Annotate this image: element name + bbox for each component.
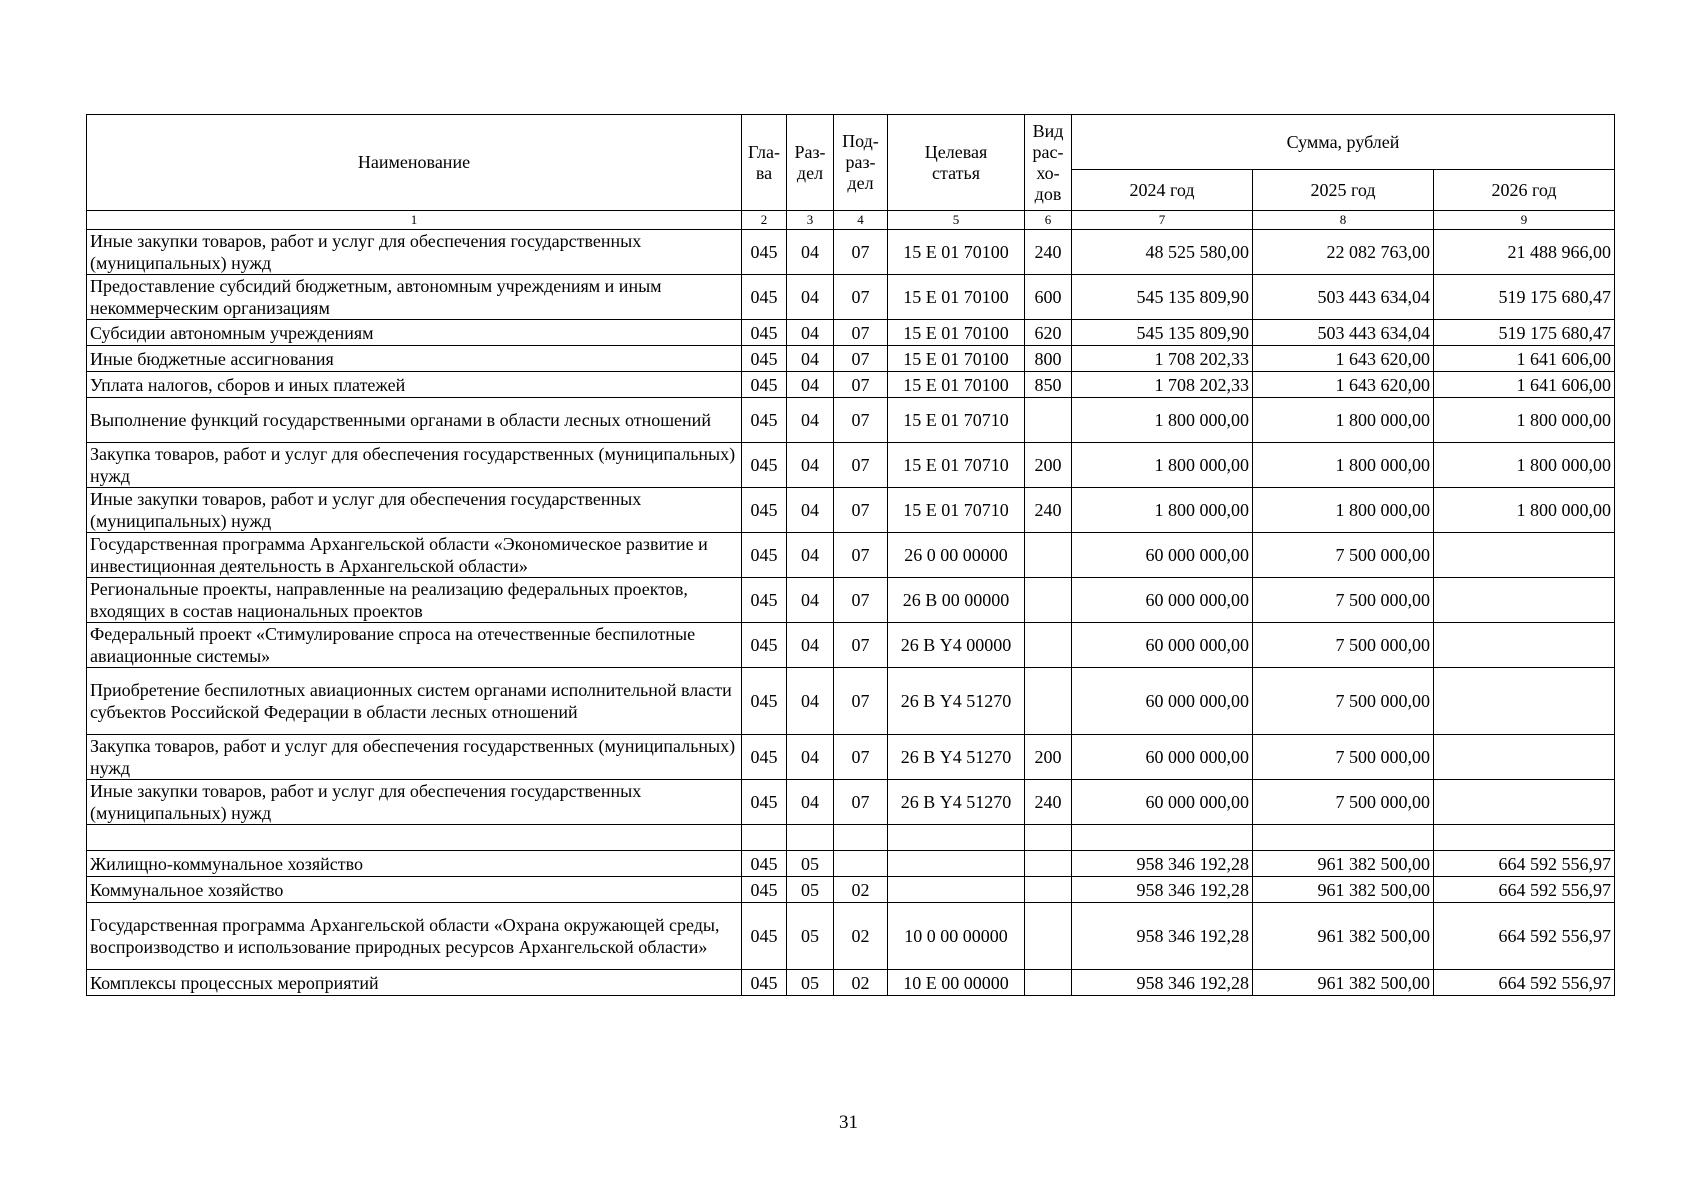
header-vid: Вид рас- хо- дов <box>1025 115 1072 211</box>
row-amount-2024: 958 346 192,28 <box>1072 851 1253 877</box>
row-name: Предоставление субсидий бюджетным, автономным учреждениям и иным некоммерческим организациям <box>87 275 742 320</box>
row-vid <box>1025 533 1072 578</box>
row-target: 10 Е 00 00000 <box>888 970 1025 996</box>
row-target: 15 Е 01 70100 <box>888 372 1025 398</box>
row-amount-2026: 1 641 606,00 <box>1434 346 1615 372</box>
row-vid: 600 <box>1025 275 1072 320</box>
header-podrazdel: Под- раз- дел <box>834 115 888 211</box>
header-name: Наименование <box>87 115 742 211</box>
table-row <box>87 780 1615 825</box>
row-razdel: 05 <box>787 903 834 970</box>
row-target: 15 Е 01 70710 <box>888 398 1025 443</box>
row-vid <box>1025 398 1072 443</box>
row-target: 26 В Y4 51270 <box>888 780 1025 825</box>
row-amount-2026: 664 592 556,97 <box>1434 851 1615 877</box>
row-podrazdel: 07 <box>834 443 888 488</box>
row-amount-2024: 1 800 000,00 <box>1072 488 1253 533</box>
row-name: Выполнение функций государственными органами в области лесных отношений <box>87 398 742 443</box>
row-podrazdel: 07 <box>834 320 888 346</box>
row-name: Жилищно-коммунальное хозяйство <box>87 851 742 877</box>
row-podrazdel: 07 <box>834 275 888 320</box>
header-glava: Гла- ва <box>742 115 787 211</box>
row-amount-2024: 60 000 000,00 <box>1072 780 1253 825</box>
row-target: 15 Е 01 70100 <box>888 275 1025 320</box>
row-amount-2025: 22 082 763,00 <box>1253 230 1434 275</box>
row-amount-2025: 1 643 620,00 <box>1253 346 1434 372</box>
row-amount-2024 <box>1072 825 1253 851</box>
table-body <box>87 230 1615 996</box>
row-vid <box>1025 578 1072 623</box>
row-glava: 045 <box>742 668 787 735</box>
row-razdel: 04 <box>787 320 834 346</box>
row-name: Государственная программа Архангельской области «Охрана окружающей среды, воспроизводство и использование природных ресурсов Архангельской области» <box>87 903 742 970</box>
header-target: Целевая статья <box>888 115 1025 211</box>
table-row <box>87 533 1615 578</box>
row-amount-2024: 60 000 000,00 <box>1072 533 1253 578</box>
row-amount-2026: 1 800 000,00 <box>1434 398 1615 443</box>
row-amount-2026: 21 488 966,00 <box>1434 230 1615 275</box>
column-index: 4 <box>834 211 888 230</box>
column-index: 7 <box>1072 211 1253 230</box>
page-number: 31 <box>839 1112 858 1133</box>
row-target: 15 Е 01 70100 <box>888 346 1025 372</box>
row-razdel <box>787 825 834 851</box>
row-razdel: 04 <box>787 578 834 623</box>
row-glava: 045 <box>742 346 787 372</box>
row-amount-2024: 545 135 809,90 <box>1072 320 1253 346</box>
row-target <box>888 825 1025 851</box>
row-razdel: 04 <box>787 668 834 735</box>
row-vid: 240 <box>1025 780 1072 825</box>
row-name: Коммунальное хозяйство <box>87 877 742 903</box>
row-glava: 045 <box>742 398 787 443</box>
row-glava: 045 <box>742 275 787 320</box>
row-name: Комплексы процессных мероприятий <box>87 970 742 996</box>
row-name: Приобретение беспилотных авиационных систем органами исполнительной власти субъектов Российской Федерации в области лесных отношений <box>87 668 742 735</box>
row-podrazdel: 07 <box>834 780 888 825</box>
table-row <box>87 372 1615 398</box>
row-vid <box>1025 623 1072 668</box>
row-vid: 240 <box>1025 488 1072 533</box>
header-2024: 2024 год <box>1072 170 1253 211</box>
header-2026: 2026 год <box>1434 170 1615 211</box>
table-row <box>87 578 1615 623</box>
row-amount-2025: 1 800 000,00 <box>1253 488 1434 533</box>
budget-table <box>86 114 1615 996</box>
row-target: 15 Е 01 70100 <box>888 230 1025 275</box>
row-amount-2025: 503 443 634,04 <box>1253 275 1434 320</box>
row-razdel: 04 <box>787 398 834 443</box>
row-amount-2026 <box>1434 825 1615 851</box>
row-amount-2025: 503 443 634,04 <box>1253 320 1434 346</box>
row-amount-2024: 958 346 192,28 <box>1072 877 1253 903</box>
row-amount-2025: 7 500 000,00 <box>1253 623 1434 668</box>
row-podrazdel: 07 <box>834 623 888 668</box>
row-amount-2026: 519 175 680,47 <box>1434 275 1615 320</box>
row-amount-2025: 7 500 000,00 <box>1253 735 1434 780</box>
row-amount-2026 <box>1434 735 1615 780</box>
row-vid: 200 <box>1025 735 1072 780</box>
row-podrazdel: 07 <box>834 230 888 275</box>
table-row <box>87 825 1615 851</box>
column-index: 9 <box>1434 211 1615 230</box>
column-index-row <box>87 211 1615 230</box>
row-glava: 045 <box>742 230 787 275</box>
row-target: 15 Е 01 70710 <box>888 443 1025 488</box>
column-index: 5 <box>888 211 1025 230</box>
row-razdel: 05 <box>787 970 834 996</box>
row-target: 26 В Y4 00000 <box>888 623 1025 668</box>
table-row <box>87 398 1615 443</box>
table-row <box>87 970 1615 996</box>
table-row <box>87 275 1615 320</box>
row-name: Иные бюджетные ассигнования <box>87 346 742 372</box>
row-vid: 620 <box>1025 320 1072 346</box>
row-amount-2026: 664 592 556,97 <box>1434 877 1615 903</box>
row-razdel: 04 <box>787 275 834 320</box>
row-amount-2026 <box>1434 780 1615 825</box>
table-row <box>87 346 1615 372</box>
row-name: Закупка товаров, работ и услуг для обеспечения государственных (муниципальных) нужд <box>87 735 742 780</box>
row-amount-2024: 1 708 202,33 <box>1072 346 1253 372</box>
row-target <box>888 851 1025 877</box>
row-amount-2024: 60 000 000,00 <box>1072 735 1253 780</box>
row-glava: 045 <box>742 851 787 877</box>
row-amount-2026: 519 175 680,47 <box>1434 320 1615 346</box>
row-amount-2026: 1 800 000,00 <box>1434 488 1615 533</box>
row-vid: 800 <box>1025 346 1072 372</box>
row-podrazdel: 07 <box>834 735 888 780</box>
table-row <box>87 623 1615 668</box>
row-name: Государственная программа Архангельской области «Экономическое развитие и инвестиционная деятельность в Архангельской области» <box>87 533 742 578</box>
row-name: Иные закупки товаров, работ и услуг для обеспечения государственных (муниципальных) нужд <box>87 488 742 533</box>
row-podrazdel <box>834 825 888 851</box>
column-index: 8 <box>1253 211 1434 230</box>
row-name <box>87 825 742 851</box>
row-name: Иные закупки товаров, работ и услуг для обеспечения государственных (муниципальных) нужд <box>87 230 742 275</box>
row-podrazdel: 07 <box>834 372 888 398</box>
row-razdel: 04 <box>787 346 834 372</box>
row-amount-2026 <box>1434 623 1615 668</box>
row-podrazdel: 02 <box>834 903 888 970</box>
row-glava <box>742 825 787 851</box>
row-name: Уплата налогов, сборов и иных платежей <box>87 372 742 398</box>
row-amount-2025: 961 382 500,00 <box>1253 970 1434 996</box>
row-razdel: 05 <box>787 877 834 903</box>
row-target: 26 В Y4 51270 <box>888 735 1025 780</box>
row-podrazdel: 07 <box>834 398 888 443</box>
table-row <box>87 851 1615 877</box>
row-amount-2025: 961 382 500,00 <box>1253 877 1434 903</box>
row-amount-2025: 1 643 620,00 <box>1253 372 1434 398</box>
row-podrazdel <box>834 851 888 877</box>
table-row <box>87 230 1615 275</box>
row-amount-2025: 7 500 000,00 <box>1253 533 1434 578</box>
row-podrazdel: 02 <box>834 970 888 996</box>
row-razdel: 04 <box>787 230 834 275</box>
row-vid <box>1025 825 1072 851</box>
header-2025: 2025 год <box>1253 170 1434 211</box>
row-target: 15 Е 01 70100 <box>888 320 1025 346</box>
row-podrazdel: 02 <box>834 877 888 903</box>
row-target <box>888 877 1025 903</box>
row-glava: 045 <box>742 735 787 780</box>
row-vid <box>1025 903 1072 970</box>
column-index: 2 <box>742 211 787 230</box>
row-amount-2024: 545 135 809,90 <box>1072 275 1253 320</box>
row-target: 26 В Y4 51270 <box>888 668 1025 735</box>
table-row <box>87 320 1615 346</box>
row-amount-2025: 7 500 000,00 <box>1253 780 1434 825</box>
row-amount-2024: 958 346 192,28 <box>1072 970 1253 996</box>
row-amount-2025: 7 500 000,00 <box>1253 668 1434 735</box>
row-target: 15 Е 01 70710 <box>888 488 1025 533</box>
row-amount-2026: 1 800 000,00 <box>1434 443 1615 488</box>
row-podrazdel: 07 <box>834 668 888 735</box>
row-amount-2024: 60 000 000,00 <box>1072 578 1253 623</box>
row-glava: 045 <box>742 488 787 533</box>
row-name: Закупка товаров, работ и услуг для обеспечения государственных (муниципальных) нужд <box>87 443 742 488</box>
row-amount-2024: 1 800 000,00 <box>1072 398 1253 443</box>
row-target: 10 0 00 00000 <box>888 903 1025 970</box>
row-amount-2026 <box>1434 668 1615 735</box>
table-row <box>87 668 1615 735</box>
row-amount-2025 <box>1253 825 1434 851</box>
row-razdel: 04 <box>787 533 834 578</box>
header-sum: Сумма, рублей <box>1072 115 1615 170</box>
row-name: Федеральный проект «Стимулирование спроса на отечественные беспилотные авиационные системы» <box>87 623 742 668</box>
row-target: 26 0 00 00000 <box>888 533 1025 578</box>
table-row <box>87 903 1615 970</box>
row-amount-2024: 1 800 000,00 <box>1072 443 1253 488</box>
row-amount-2024: 60 000 000,00 <box>1072 623 1253 668</box>
row-razdel: 05 <box>787 851 834 877</box>
row-podrazdel: 07 <box>834 533 888 578</box>
column-index: 6 <box>1025 211 1072 230</box>
row-razdel: 04 <box>787 372 834 398</box>
row-podrazdel: 07 <box>834 346 888 372</box>
table-row <box>87 443 1615 488</box>
row-amount-2024: 48 525 580,00 <box>1072 230 1253 275</box>
row-podrazdel: 07 <box>834 488 888 533</box>
row-vid: 200 <box>1025 443 1072 488</box>
row-glava: 045 <box>742 533 787 578</box>
row-glava: 045 <box>742 443 787 488</box>
row-name: Субсидии автономным учреждениям <box>87 320 742 346</box>
column-index: 3 <box>787 211 834 230</box>
row-razdel: 04 <box>787 623 834 668</box>
row-amount-2026 <box>1434 578 1615 623</box>
table-row <box>87 488 1615 533</box>
row-vid <box>1025 970 1072 996</box>
row-amount-2026 <box>1434 533 1615 578</box>
row-name: Иные закупки товаров, работ и услуг для обеспечения государственных (муниципальных) нужд <box>87 780 742 825</box>
row-amount-2026: 664 592 556,97 <box>1434 903 1615 970</box>
row-amount-2024: 60 000 000,00 <box>1072 668 1253 735</box>
row-target: 26 В 00 00000 <box>888 578 1025 623</box>
row-amount-2024: 1 708 202,33 <box>1072 372 1253 398</box>
row-glava: 045 <box>742 320 787 346</box>
row-glava: 045 <box>742 877 787 903</box>
header-razdel: Раз- дел <box>787 115 834 211</box>
row-razdel: 04 <box>787 780 834 825</box>
row-amount-2025: 1 800 000,00 <box>1253 443 1434 488</box>
row-vid: 850 <box>1025 372 1072 398</box>
row-amount-2026: 1 641 606,00 <box>1434 372 1615 398</box>
row-glava: 045 <box>742 578 787 623</box>
table-row <box>87 877 1615 903</box>
row-glava: 045 <box>742 903 787 970</box>
row-podrazdel: 07 <box>834 578 888 623</box>
row-amount-2025: 961 382 500,00 <box>1253 903 1434 970</box>
row-amount-2024: 958 346 192,28 <box>1072 903 1253 970</box>
table-row <box>87 735 1615 780</box>
row-vid <box>1025 851 1072 877</box>
row-amount-2025: 961 382 500,00 <box>1253 851 1434 877</box>
row-amount-2025: 7 500 000,00 <box>1253 578 1434 623</box>
row-razdel: 04 <box>787 443 834 488</box>
column-index: 1 <box>87 211 742 230</box>
row-vid: 240 <box>1025 230 1072 275</box>
row-amount-2026: 664 592 556,97 <box>1434 970 1615 996</box>
row-vid <box>1025 877 1072 903</box>
row-razdel: 04 <box>787 735 834 780</box>
row-vid <box>1025 668 1072 735</box>
row-amount-2025: 1 800 000,00 <box>1253 398 1434 443</box>
row-name: Региональные проекты, направленные на реализацию федеральных проектов, входящих в состав национальных проектов <box>87 578 742 623</box>
row-glava: 045 <box>742 970 787 996</box>
row-glava: 045 <box>742 780 787 825</box>
row-razdel: 04 <box>787 488 834 533</box>
row-glava: 045 <box>742 372 787 398</box>
row-glava: 045 <box>742 623 787 668</box>
